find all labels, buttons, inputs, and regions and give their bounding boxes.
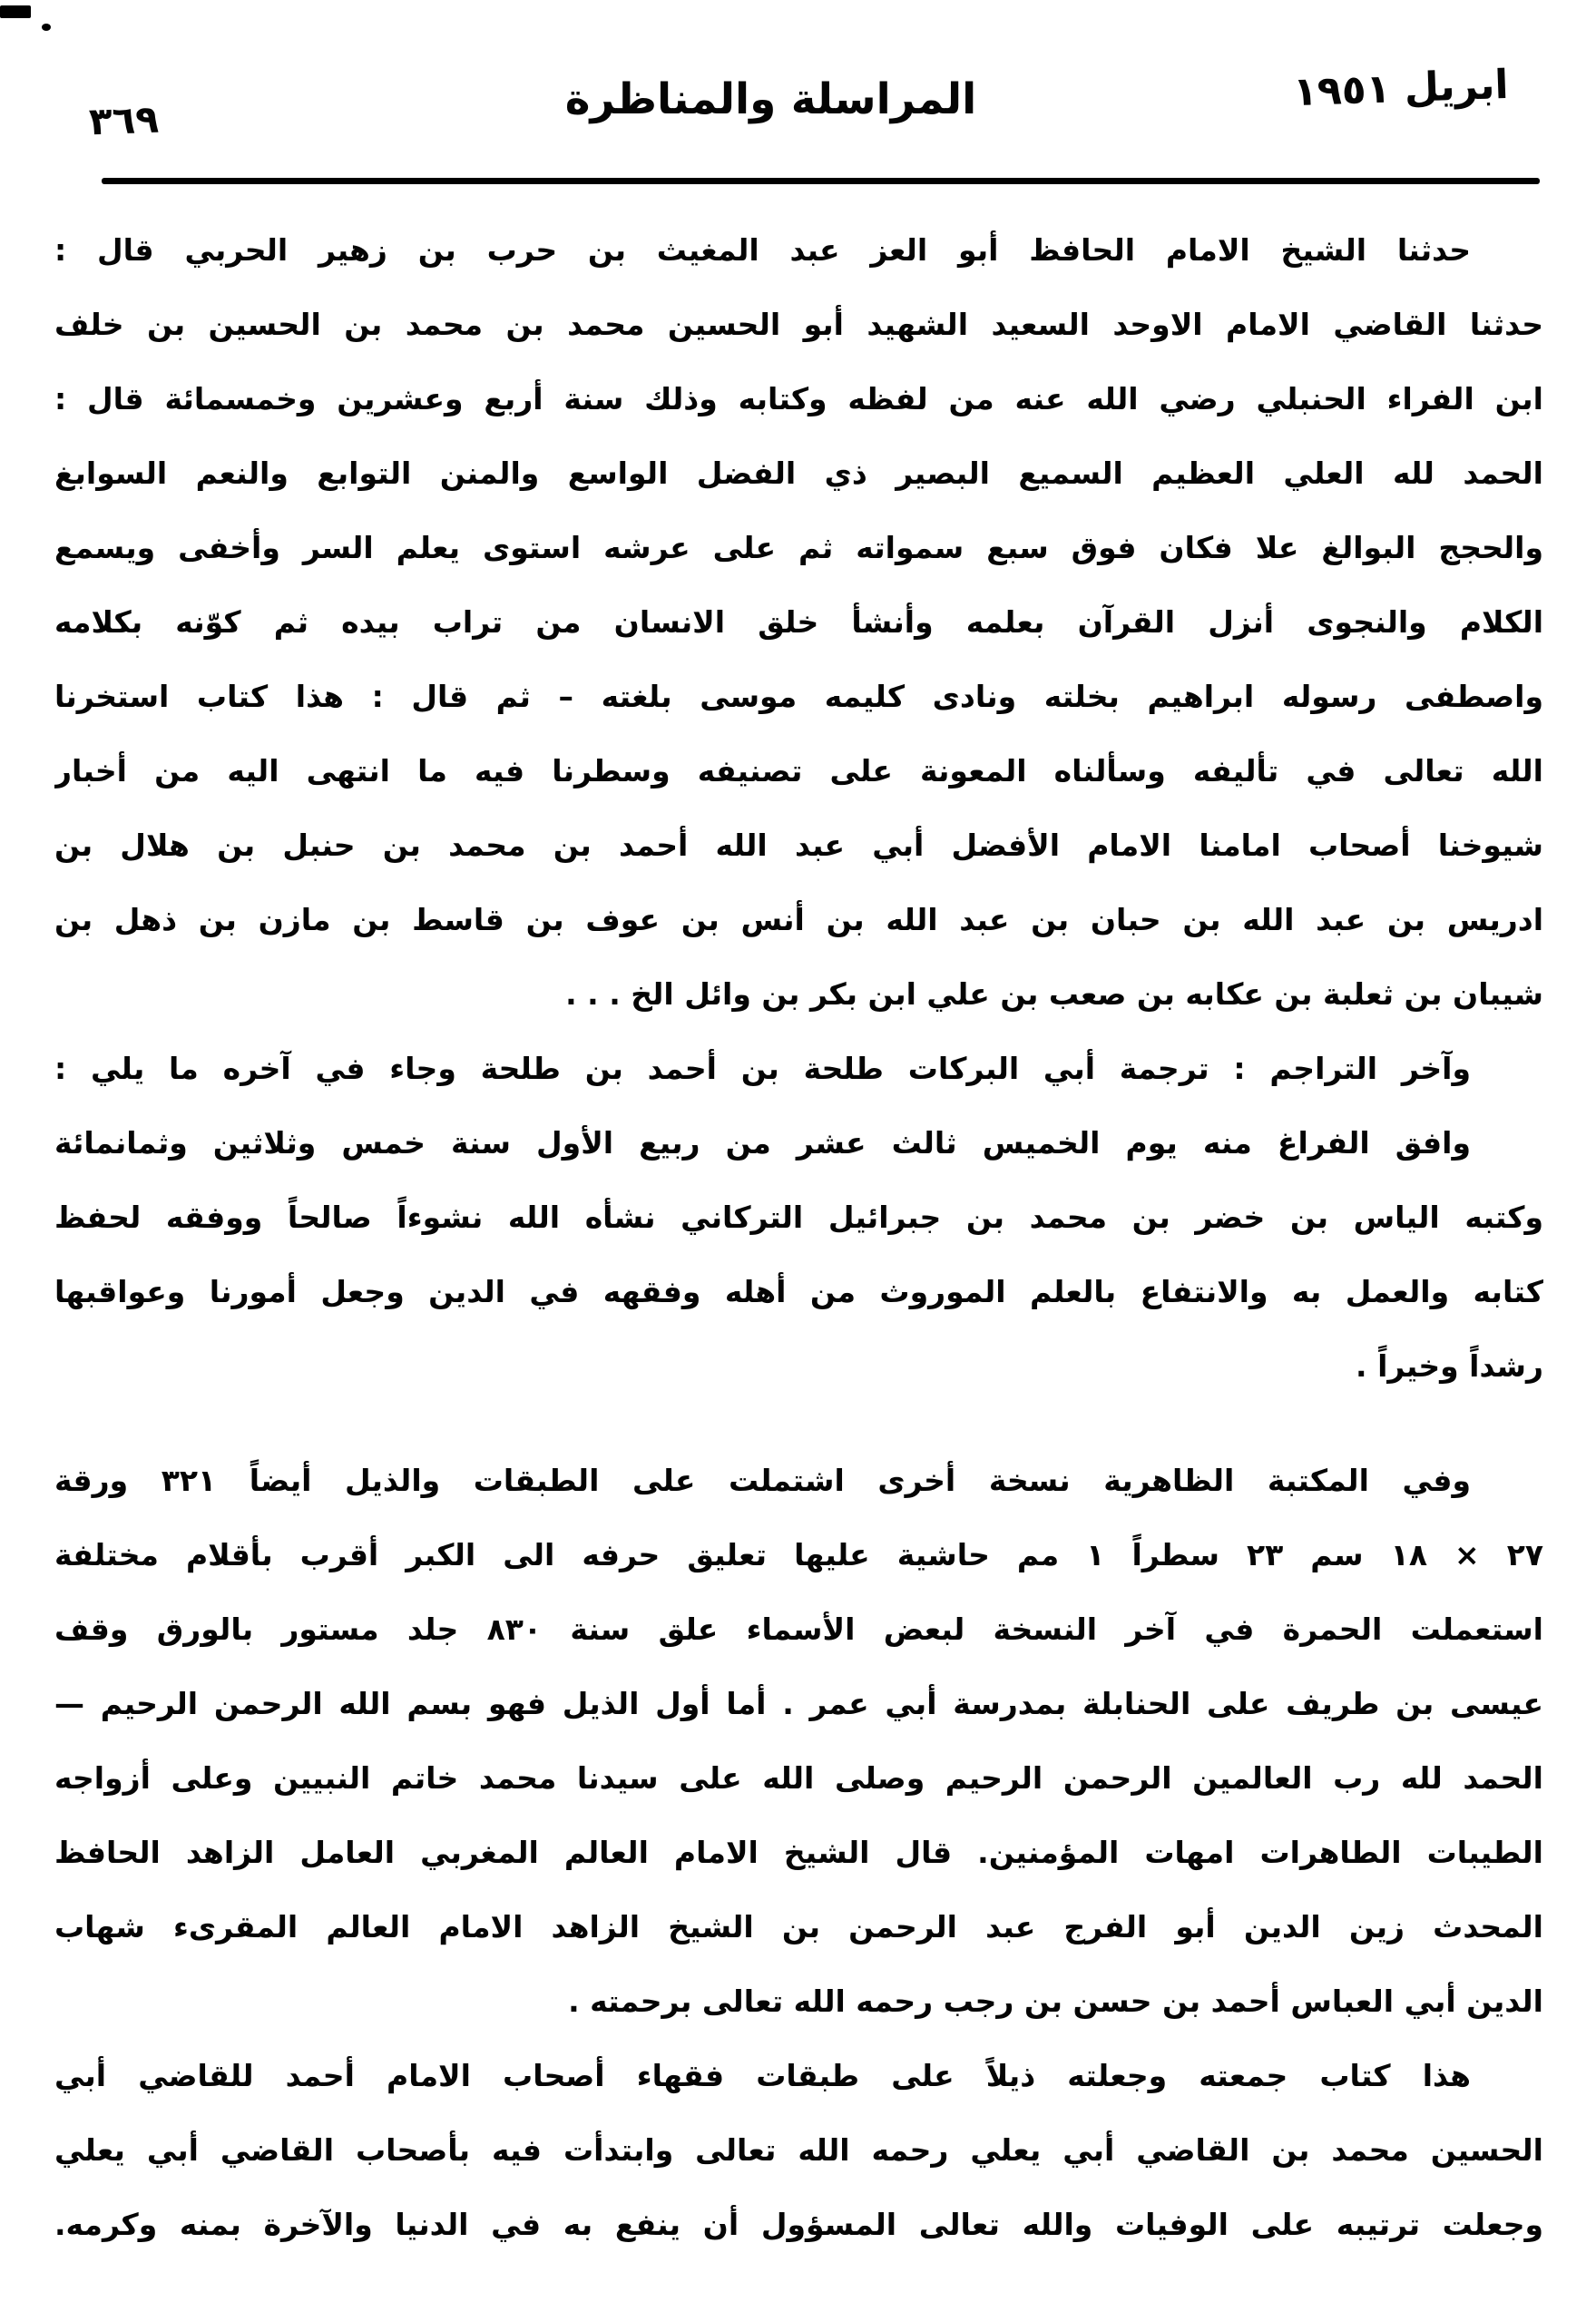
text-line: وجعلت ترتيبه على الوفيات والله تعالى المسؤول أن ينفع به في الدنيا والآخرة بمنه وكرمه. — [54, 2207, 1543, 2242]
text-line: استعملت الحمرة في آخر النسخة لبعض الأسماء علق سنة ٨٣٠ جلد مستور بالورق وقف — [54, 1611, 1543, 1647]
text-line: عيسى بن طريف على الحنابلة بمدرسة أبي عمر . أما أول الذيل فهو بسم الله الرحمن الرحيم — — [54, 1686, 1543, 1721]
text-line: شيبان بن ثعلبة بن عكابه بن صعب بن علي ابن بكر بن وائل الخ . . . — [565, 976, 1543, 1012]
text-line: الطيبات الطاهرات امهات المؤمنين. قال الشيخ الامام العالم المغربي العامل الزاهد الحافظ — [54, 1835, 1543, 1870]
text-line: واصطفى رسوله ابراهيم بخلته ونادى كليمه موسى بلغته – ثم قال : هذا كتاب استخرنا — [54, 679, 1543, 714]
article-body — [0, 184, 1596, 2262]
text-line: الحسين محمد بن القاضي أبي يعلي رحمه الله تعالى وابتدأت فيه بأصحاب القاضي أبي يعلي — [54, 2132, 1543, 2168]
text-line: وافق الفراغ منه يوم الخميس ثالث عشر من ربيع الأول سنة خمس وثلاثين وثمانمائة — [54, 1125, 1471, 1161]
text-line: وفي المكتبة الظاهرية نسخة أخرى اشتملت على الطبقات والذيل أيضاً ٣٢١ ورقة — [54, 1463, 1471, 1498]
text-line: الحمد لله رب العالمين الرحمن الرحيم وصلى الله على سيدنا محمد خاتم النبيين وعلى أزواجه — [54, 1760, 1543, 1796]
text-line: هذا كتاب جمعته وجعلته ذيلاً على طبقات فقهاء أصحاب الامام أحمد للقاضي أبي — [54, 2058, 1471, 2093]
journal-title: المراسلة والمناظرة — [564, 74, 977, 124]
page-number: ٣٦٩ — [88, 96, 160, 144]
text-line: رشداً وخيراً . — [1356, 1348, 1543, 1384]
text-line: المحدث زين الدين أبو الفرج عبد الرحمن بن الشيخ الزاهد الامام العالم المقرىء شهاب — [54, 1909, 1543, 1944]
text-line: الحمد لله العلي العظيم السميع البصير ذي الفضل الواسع والمنن التوابع والنعم السوابغ — [54, 456, 1543, 491]
text-line: شيوخنا أصحاب امامنا الامام الأفضل أبي عبد الله أحمد بن محمد بن حنبل بن هلال بن — [54, 828, 1543, 863]
text-line: كتابه والعمل به والانتفاع بالعلم الموروث من أهله وفقهه في الدين وجعل أمورنا وعواقبها — [54, 1274, 1543, 1309]
text-line: وكتبه الياس بن خضر بن محمد بن جبرائيل التركاني نشأه الله نشوءاً صالحاً ووفقه لحفظ — [54, 1200, 1543, 1235]
page-header — [0, 0, 1596, 178]
issue-date: ابريل ١٩٥١ — [1292, 61, 1510, 116]
text-line: ادريس بن عبد الله بن حبان بن عبد الله بن أنس بن عوف بن قاسط بن مازن بن ذهل بن — [54, 902, 1543, 937]
text-line: الدين أبي العباس أحمد بن حسن بن رجب رحمه الله تعالى برحمته . — [568, 1984, 1543, 2019]
text-line: ابن الفراء الحنبلي رضي الله عنه من لفظه وكتابه وذلك سنة أربع وعشرين وخمسمائة قال : — [54, 381, 1543, 416]
text-line: وآخر التراجم : ترجمة أبي البركات طلحة بن أحمد بن طلحة وجاء في آخره ما يلي : — [54, 1051, 1471, 1086]
text-line: الكلام والنجوى أنزل القرآن بعلمه وأنشأ خلق الانسان من تراب بيده ثم كوّنه بكلامه — [54, 604, 1543, 640]
text-line: حدثنا القاضي الامام الاوحد السعيد الشهيد أبو الحسين محمد بن محمد بن الحسين بن خلف — [54, 307, 1543, 342]
text-line: حدثنا الشيخ الامام الحافظ أبو العز عبد المغيث بن حرب بن زهير الحربي قال : — [54, 232, 1471, 268]
header-rule — [102, 178, 1540, 184]
text-line: الله تعالى في تأليفه وسألناه المعونة على تصنيفه وسطرنا فيه ما انتهى اليه من أخبار — [54, 753, 1543, 789]
text-line: ٢٧ × ١٨ سم ٢٣ سطراً ١ مم حاشية عليها تعليق حرفه الى الكبر أقرب بأقلام مختلفة — [54, 1537, 1543, 1572]
text-line: والحجج البوالغ علا فكان فوق سبع سمواته ثم على عرشه استوى يعلم السر وأخفى ويسمع — [54, 530, 1543, 565]
